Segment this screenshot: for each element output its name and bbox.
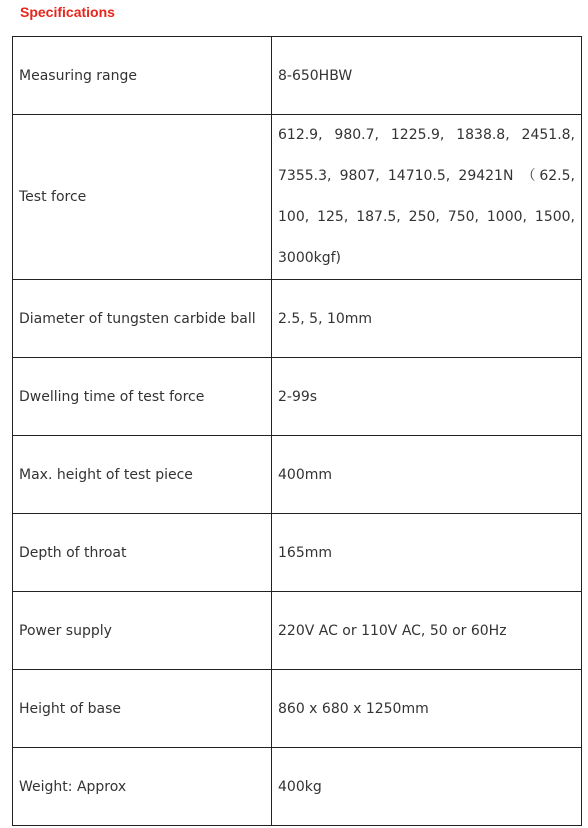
spec-value: 8-650HBW [272,37,582,115]
spec-value: 2-99s [272,358,582,436]
section-heading: Specifications [20,4,115,20]
table-row [13,670,582,748]
table-row [13,358,582,436]
specifications-table [12,36,582,826]
spec-value: 220V AC or 110V AC, 50 or 60Hz [272,592,582,670]
spec-label: Height of base [13,670,272,748]
table-row [13,592,582,670]
spec-value: 400kg [272,748,582,826]
spec-value: 612.9, 980.7, 1225.9, 1838.8, 2451.8, 7355.3, 9807, 14710.5, 29421N （62.5, 100, 125, 187.5, 250, 750, 1000, 1500, 3000kgf) [272,115,582,280]
table-row [13,115,582,280]
spec-label: Measuring range [13,37,272,115]
spec-label: Dwelling time of test force [13,358,272,436]
table-row [13,436,582,514]
spec-label: Weight: Approx [13,748,272,826]
spec-label: Power supply [13,592,272,670]
spec-value: 165mm [272,514,582,592]
table-row [13,37,582,115]
spec-label: Max. height of test piece [13,436,272,514]
spec-label: Test force [13,115,272,280]
spec-value: 860 x 680 x 1250mm [272,670,582,748]
table-row [13,748,582,826]
spec-label: Depth of throat [13,514,272,592]
table-row [13,514,582,592]
spec-label: Diameter of tungsten carbide ball [13,280,272,358]
spec-value: 2.5, 5, 10mm [272,280,582,358]
spec-value: 400mm [272,436,582,514]
table-row [13,280,582,358]
